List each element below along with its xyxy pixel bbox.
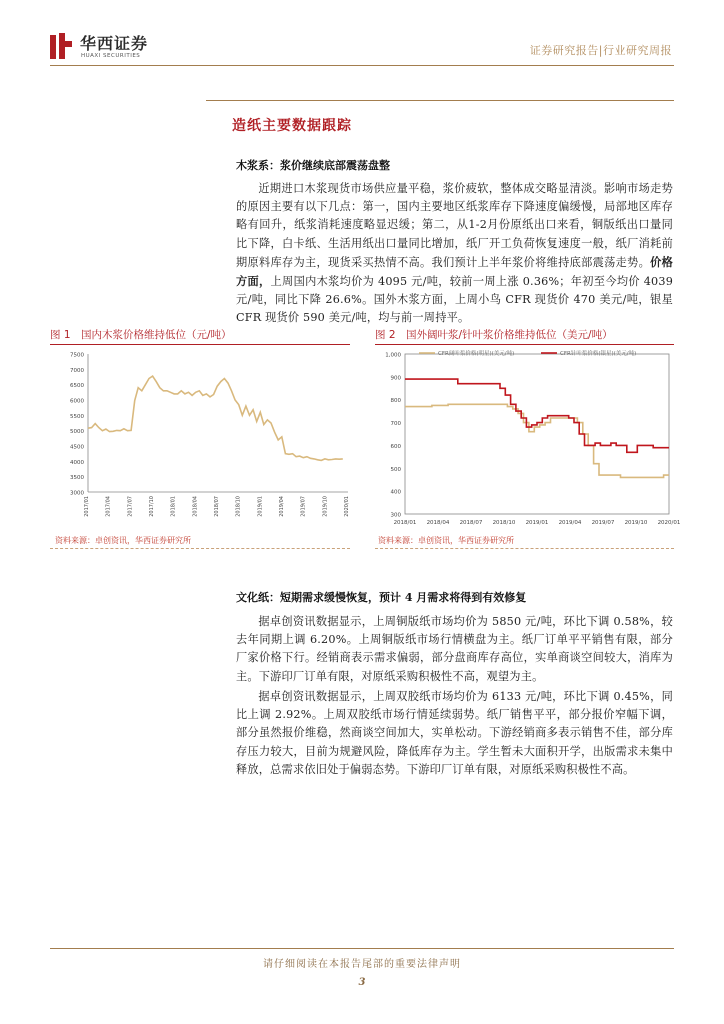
figure-2-title-rule: [375, 344, 674, 345]
y-tick-label: 5500: [70, 413, 84, 420]
y-tick-label: 1,000: [385, 352, 401, 359]
figure-2-source: 资料来源：卓创资讯，华西证券研究所: [378, 536, 514, 545]
y-tick-label: 4500: [70, 444, 84, 451]
huaxi-logo-icon: [50, 33, 72, 59]
y-tick-label: 500: [390, 466, 401, 473]
y-tick-label: 3500: [70, 475, 84, 482]
x-tick-label: 2019/07: [300, 496, 307, 517]
x-tick-label: 2019/10: [322, 496, 329, 517]
figure-1-source: 资料来源：卓创资讯，华西证券研究所: [55, 536, 191, 545]
y-tick-label: 7500: [70, 352, 84, 359]
x-tick-label: 2019/01: [525, 520, 549, 526]
series-line-1: [88, 376, 343, 460]
x-tick-label: 2018/10: [235, 496, 242, 517]
footer-divider: [50, 948, 674, 949]
y-tick-label: 800: [390, 398, 401, 405]
pulp-paragraph-bold: 价格方面，: [236, 254, 674, 289]
series-line-1: [405, 404, 669, 477]
page-number: 3: [358, 977, 366, 988]
figure-1-title: 图 1 国内木浆价格维持低位（元/吨）: [50, 329, 232, 341]
pulp-paragraph-text-2: 上周国内木浆均价为 4095 元/吨，较前一周上涨 0.36%；年初至今均价 4039 元/吨，同比下降 26.6%。国外木浆方面，上周小鸟 CFR 现货价 470 美元/吨，银星 CFR 现货价 590 美元/吨，均与前一周持平。: [236, 275, 674, 325]
x-tick-label: 2018/04: [192, 496, 199, 517]
offset-paper-paragraph: 据卓创资讯数据显示，上周双胶纸市场均价为 6133 元/吨，环比下调 0.45%，同比上调 2.92%。上周双胶纸市场行情延续弱势。纸厂销售平平，部分报价窄幅下调，部分虽然报价维稳，然商谈空间加大，实单松动。下游经销商多表示销售不佳，部分库存压力较大，目前为规避风险，降低库存为主。学生暂未大面积开学，出版需求未集中释放，总需求依旧处于偏弱态势。下游印厂订单有限，对原纸采购积极性不高。: [236, 690, 673, 776]
section-title: 造纸主要数据跟踪: [232, 118, 352, 134]
y-tick-label: 6000: [70, 398, 84, 405]
x-tick-label: 2017/10: [149, 496, 155, 517]
logo-english-name: HUAXI SECURITIES: [81, 53, 141, 59]
y-tick-label: 3000: [70, 490, 84, 497]
x-tick-label: 2020/01: [344, 496, 350, 517]
y-tick-label: 700: [390, 421, 401, 428]
logo-chinese-name: 华西证券: [80, 34, 149, 53]
report-type-label: 证券研究报告|行业研究周报: [529, 44, 672, 57]
legal-notice: 请仔细阅读在本报告尾部的重要法律声明: [263, 959, 461, 970]
pulp-paragraph-text-1: 近期进口木浆现货市场供应量平稳，浆价疲软，整体成交略显清淡。影响市场走势的原因主要有以下几点：第一，国内主要地区纸浆库存下降速度偏缓慢，局部地区库存略有回升，纸浆消耗速度略显迟缓；第二，从1-2月份原纸出口来看，铜版纸出口量同比下降，白卡纸、生活用纸出口量同比增加，纸厂开工负荷恢复速度一般，纸厂消耗前期原料库存为主，现货采买热情不高。我们预计上半年浆价将维持底部震荡走势。: [236, 182, 673, 269]
culture-paper-heading: 文化纸：短期需求缓慢恢复，预计 4 月需求将得到有效修复: [236, 591, 527, 604]
figure-2-chart: [375, 346, 681, 531]
y-tick-label: 5000: [70, 429, 84, 436]
x-tick-label: 2019/07: [591, 520, 615, 526]
y-tick-label: 300: [390, 512, 401, 519]
x-tick-label: 2019/01: [257, 496, 264, 517]
y-tick-label: 6500: [70, 383, 84, 390]
y-tick-label: 600: [390, 443, 401, 450]
plot-frame: [405, 354, 669, 514]
figure-2-title: 图 2 国外阔叶浆/针叶浆价格维持低位（美元/吨）: [375, 329, 613, 341]
figure-1-source-rule: [50, 548, 350, 549]
legend-label-2: CFR针叶浆价格(银星)(美元/吨): [560, 351, 637, 357]
figure-2-source-rule: [375, 548, 674, 549]
y-tick-label: 900: [390, 375, 401, 382]
x-tick-label: 2018/01: [393, 520, 417, 526]
series-line-2: [405, 379, 669, 452]
x-tick-label: 2018/07: [214, 496, 220, 517]
figure-1-chart: [50, 346, 350, 531]
x-tick-label: 2018/10: [492, 520, 516, 526]
y-tick-label: 7000: [70, 367, 84, 374]
header-divider: [50, 65, 674, 66]
y-tick-label: 400: [390, 489, 401, 496]
x-tick-label: 2020/01: [657, 520, 681, 526]
pulp-heading: 木浆系：浆价继续底部震荡盘整: [236, 159, 390, 172]
x-tick-label: 2017/07: [127, 496, 134, 517]
y-tick-label: 4000: [70, 459, 84, 466]
x-tick-label: 2017/04: [105, 496, 112, 517]
x-tick-label: 2019/10: [624, 520, 648, 526]
legend-label-1: CFR阔叶浆价格(明星)(美元/吨): [438, 351, 515, 357]
x-tick-label: 2019/04: [279, 496, 285, 517]
figure-1-title-rule: [50, 344, 350, 345]
x-tick-label: 2018/04: [426, 520, 450, 526]
x-tick-label: 2018/01: [170, 496, 177, 517]
x-tick-label: 2018/07: [459, 520, 483, 526]
coated-paper-paragraph: 据卓创资讯数据显示，上周铜版纸市场均价为 5850 元/吨，环比下调 0.58%，较去年同期上调 6.20%。上周铜版纸市场行情横盘为主。纸厂订单平平销售有限，部分厂家价格下行。经销商表示需求偏弱，部分盘商库存高位，实单商谈空间较大，消库为主。下游印厂订单有限，对原纸采购积极性不高，观望为主。: [236, 615, 673, 683]
x-tick-label: 2017/01: [84, 496, 90, 517]
pulp-paragraph: [236, 180, 673, 328]
section-divider: [206, 100, 674, 101]
x-tick-label: 2019/04: [558, 520, 582, 526]
